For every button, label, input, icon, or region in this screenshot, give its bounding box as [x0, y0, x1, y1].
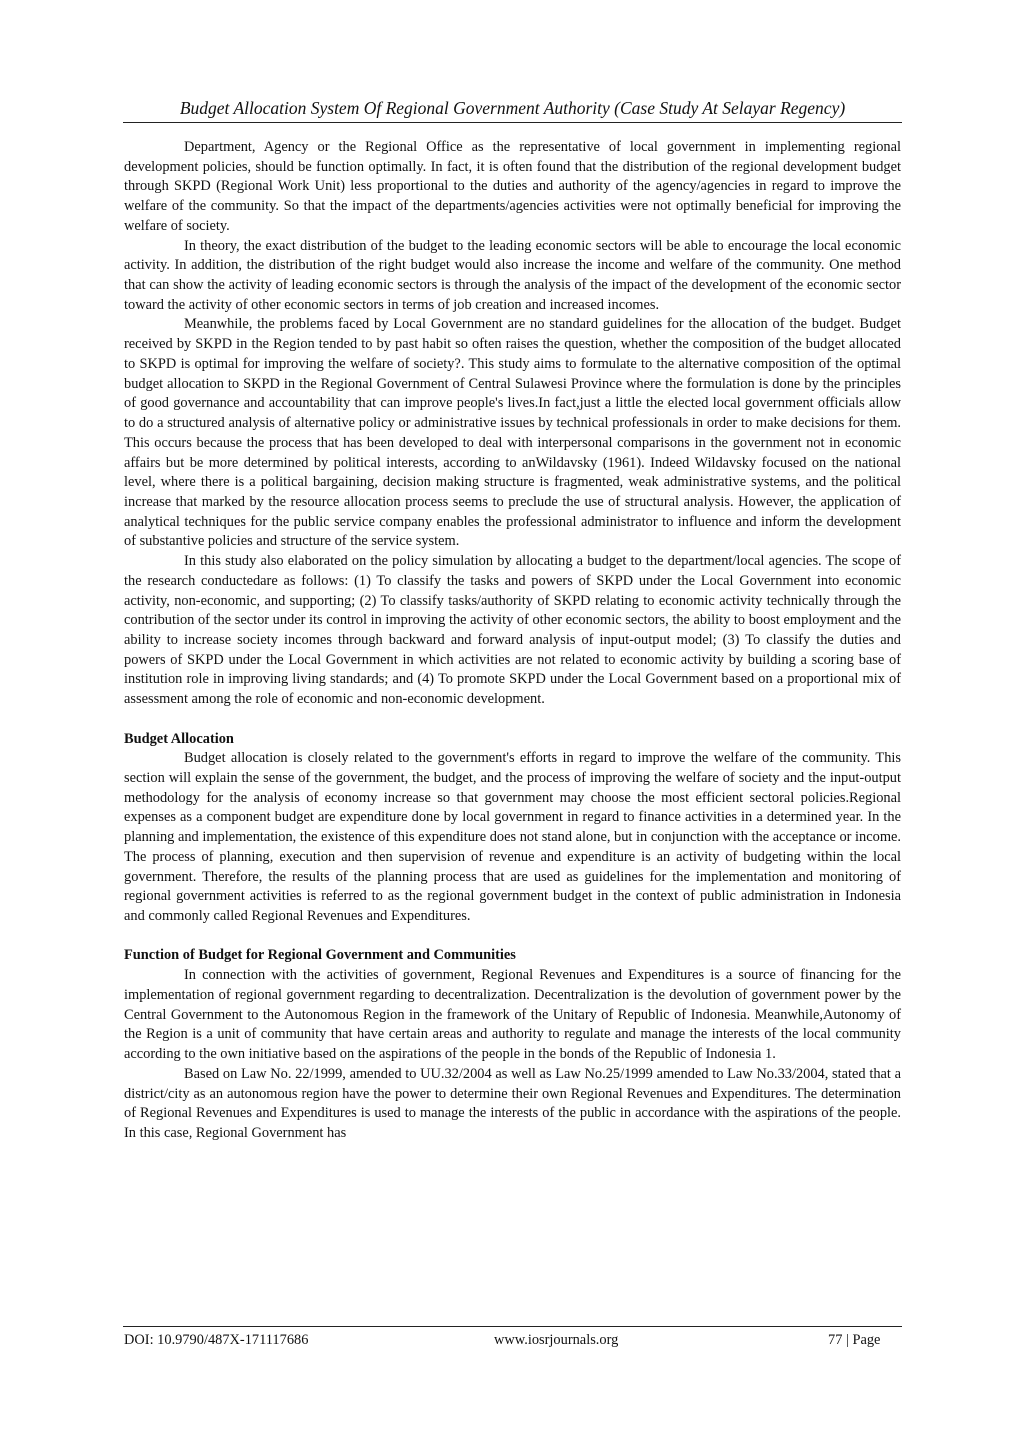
section-heading-budget-allocation: Budget Allocation: [124, 730, 234, 747]
footer-doi: DOI: 10.9790/487X-171117686: [124, 1332, 309, 1348]
body-paragraph: Based on Law No. 22/1999, amended to UU.32/2004 as well as Law No.25/1999 amended to Law No.33/2004, stated that a district/city as an autonomous region have the power to determine their own Regional Revenues and Expenditures. The determination of Regional Revenues and Expenditures is used to manage the interests of the public in accordance with the aspirations of the people. In this case, Regional Government has: [124, 1065, 901, 1141]
header-divider: [123, 122, 902, 123]
body-paragraph: In this study also elaborated on the policy simulation by allocating a budget to the department/local agencies. The scope of the research conductedare as follows: (1) To classify the tasks and powers of SKPD under the Local Government into economic activity, non-economic, and supporting; (2) To classify tasks/authority of SKPD relating to economic activity technically through the contribution of the sector under its control in improving the activity of other economic sectors, the ability to boost employment and the ability to increase society incomes through backward and forward analysis of input-output model; (3) To classify the duties and powers of SKPD under the Local Government in which activities are not related to economic activity by building a scoring base of institution role in improving living standards; and (4) To promote SKPD under the Local Government based on a proportional mix of assessment among the role of economic and non-economic development.: [124, 553, 901, 708]
body-paragraph: Meanwhile, the problems faced by Local Government are no standard guidelines for the allocation of the budget. Budget received by SKPD in the Region tended to by past habit so often raises the question, whether the composition of the budget allocated to SKPD is optimal for improving the welfare of society?. This study aims to formulate to the alternative composition of the optimal budget allocation to SKPD in the Regional Government of Central Sulawesi Province where the formulation is done by the principles of good governance and accountability that can improve people's lives.In fact,just a little the elected local government officials allow to do a structured analysis of alternative policy or administrative issues by technical professionals in order to make decisions for them. This occurs because the process that has been developed to deal with interpersonal comparisons in the government not in economic affairs but be more determined by political interests, according to anWildavsky (1961). Indeed Wildavsky focused on the national level, where there is a political bargaining, decision making structure is fragmented, weak administrative systems, and the political increase that marked by the resource allocation process seems to preclude the use of structural analysis. However, the application of analytical techniques for the public service company enables the professional administrator to influence and inform the development of substantive policies and structure of the service system.: [124, 316, 901, 550]
section-heading-function-of-budget: Function of Budget for Regional Government and Communities: [124, 947, 516, 964]
body-paragraph: In theory, the exact distribution of the budget to the leading economic sectors will be able to encourage the local economic activity. In addition, the distribution of the right budget would also increase the income and welfare of the community. One method that can show the activity of leading economic sectors is through the analysis of the impact of the development of the economic sector toward the activity of other economic sectors in terms of job creation and increased incomes.: [124, 237, 901, 313]
body-paragraph: Department, Agency or the Regional Office as the representative of local government in implementing regional development policies, should be function optimally. In fact, it is often found that the distribution of the regional development budget through SKPD (Regional Work Unit) less proportional to the duties and authority of the agency/agencies in regard to improve the welfare of the community. So that the impact of the departments/agencies activities were not optimally beneficial for improving the welfare of society.: [124, 139, 901, 234]
body-paragraph: In connection with the activities of government, Regional Revenues and Expenditures is a source of financing for the implementation of regional government regarding to decentralization. Decentralization is the devolution of government power by the Central Government to the Autonomous Region in the framework of the Unitary of Republic of Indonesia. Meanwhile,Autonomy of the Region is a unit of community that have certain areas and authority to regulate and manage the interests of the local community according to the own initiative based on the aspirations of the people in the bonds of the Republic of Indonesia 1.: [124, 967, 901, 1063]
footer-website: www.iosrjournals.org: [494, 1332, 619, 1348]
running-header: Budget Allocation System Of Regional Government Authority (Case Study At Selayar Regency): [179, 98, 846, 118]
article-body: [124, 138, 901, 1144]
footer-divider: [123, 1326, 902, 1327]
body-paragraph: Budget allocation is closely related to the government's efforts in regard to improve the welfare of the community. This section will explain the sense of the government, the budget, and the process of improving the welfare of society and the input-output methodology for the analysis of economy increase so that government may choose the most efficient sectoral policies.Regional expenses as a component budget are expenditure done by local government in regard to finance activities in a determined year. In the planning and implementation, the existence of this expenditure does not stand alone, but in conjunction with the acceptance or income. The process of planning, execution and then supervision of revenue and expenditure is an activity of budgeting within the local government. Therefore, the results of the planning process that are used as guidelines for the implementation and monitoring of regional government activities is referred to as the regional government budget in the context of public administration in Indonesia and commonly called Regional Revenues and Expenditures.: [124, 750, 901, 925]
footer-page-number: 77 | Page: [828, 1332, 881, 1348]
